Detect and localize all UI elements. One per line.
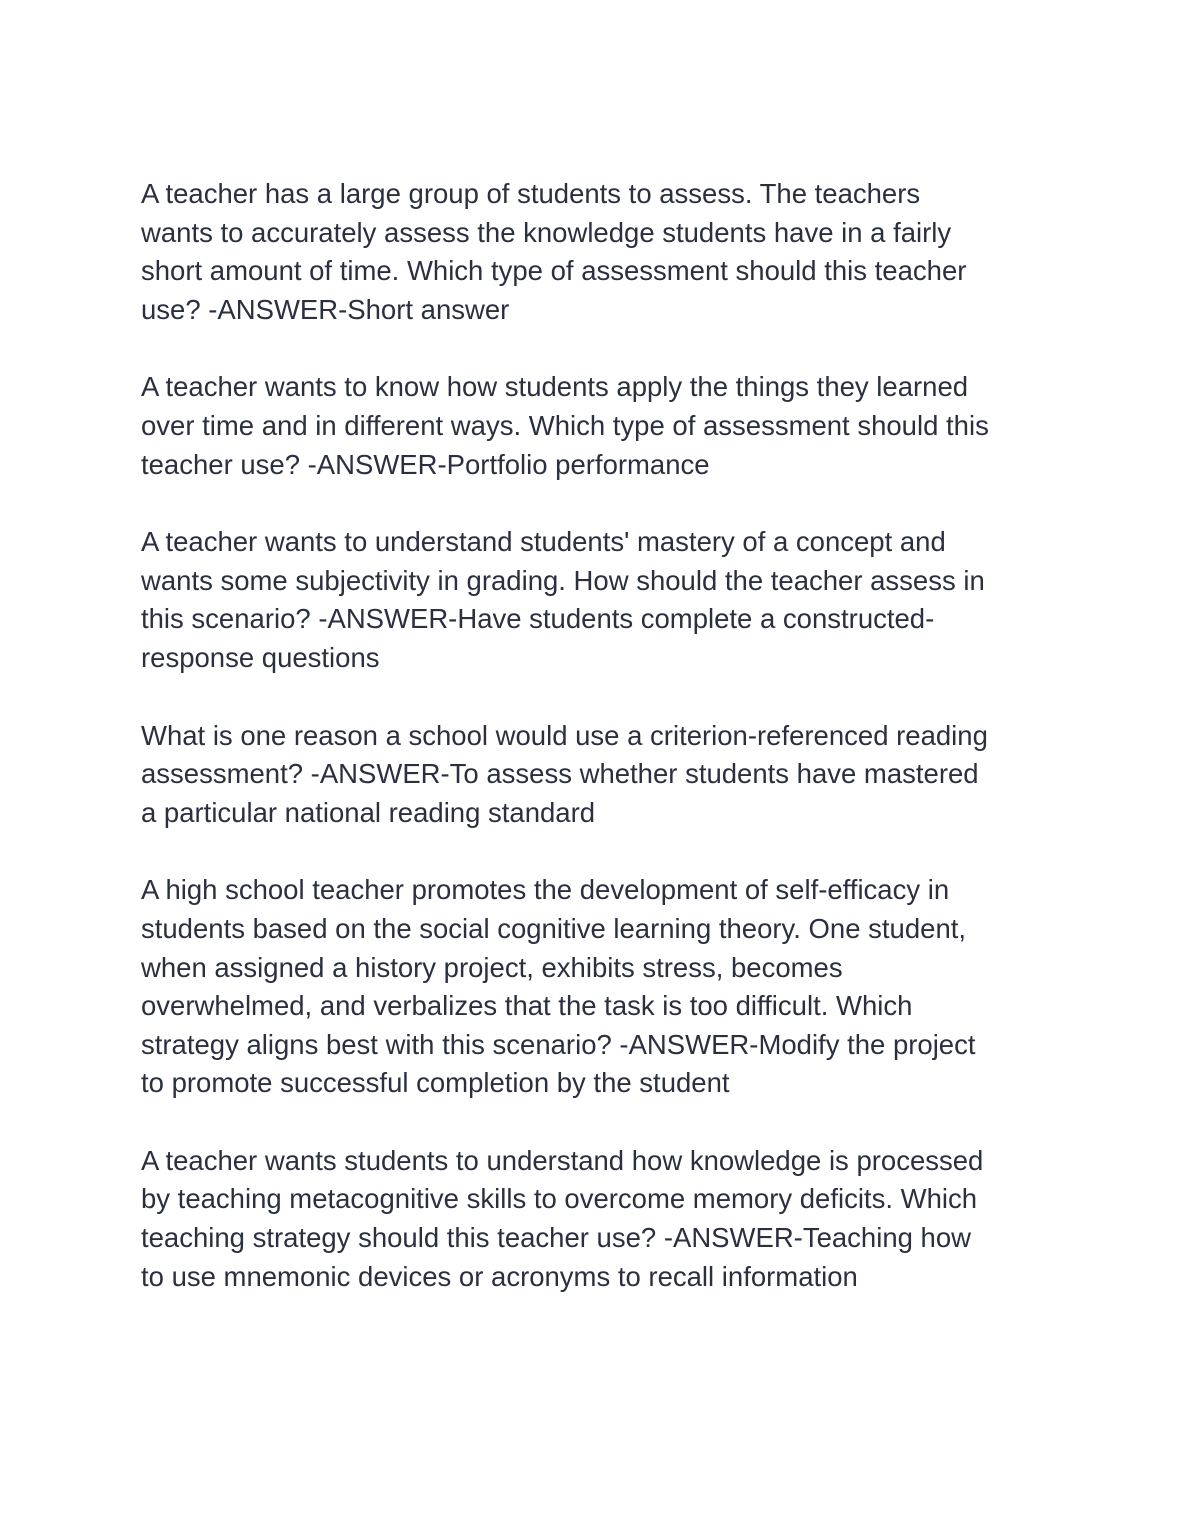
text-line: What is one reason a school would use a criterion-referenced reading <box>141 719 988 751</box>
text-line: A teacher wants to understand students' mastery of a concept and <box>141 526 946 558</box>
text-line: strategy aligns best with this scenario? -ANSWER-Modify the project <box>141 1028 976 1060</box>
text-line: A teacher has a large group of students to assess. The teachers <box>141 178 921 209</box>
text-line: over time and in different ways. Which type of assessment should this <box>141 409 989 441</box>
text-line: to use mnemonic devices or acronyms to recall information <box>141 1260 858 1292</box>
text-line: short amount of time. Which type of assessment should this teacher <box>141 255 967 287</box>
text-line: use? -ANSWER-Short answer <box>141 293 510 325</box>
text-line: to promote successful completion by the student <box>141 1067 730 1099</box>
text-line: overwhelmed, and verbalizes that the task is too difficult. Which <box>141 990 913 1022</box>
text-line: students based on the social cognitive learning theory. One student, <box>141 912 967 944</box>
text-line: this scenario? -ANSWER-Have students complete a constructed- <box>141 603 935 635</box>
text-line: A teacher wants to know how students apply the things they learned <box>141 371 969 403</box>
text-line: A high school teacher promotes the development of self-efficacy in <box>141 874 950 906</box>
text-line: wants to accurately assess the knowledge students have in a fairly <box>141 216 952 248</box>
text-line: when assigned a history project, exhibits stress, becomes <box>141 951 843 983</box>
document-body <box>141 175 1051 1335</box>
text-line: teaching strategy should this teacher use? -ANSWER-Teaching how <box>141 1222 972 1254</box>
qa-entry-6 <box>141 1142 1051 1296</box>
text-line: teacher use? -ANSWER-Portfolio performance <box>141 448 710 480</box>
qa-entry-3 <box>141 523 1051 677</box>
text-line: A teacher wants students to understand how knowledge is processed <box>141 1144 984 1176</box>
text-line: assessment? -ANSWER-To assess whether students have mastered <box>141 758 979 790</box>
text-line: response questions <box>141 641 380 673</box>
qa-entry-2 <box>141 368 1051 484</box>
qa-entry-1 <box>141 175 1051 329</box>
qa-entry-5 <box>141 871 1051 1103</box>
text-line: wants some subjectivity in grading. How should the teacher assess in <box>141 564 985 596</box>
text-line: a particular national reading standard <box>141 796 596 828</box>
text-line: by teaching metacognitive skills to overcome memory deficits. Which <box>141 1183 978 1215</box>
qa-entry-4 <box>141 717 1051 833</box>
